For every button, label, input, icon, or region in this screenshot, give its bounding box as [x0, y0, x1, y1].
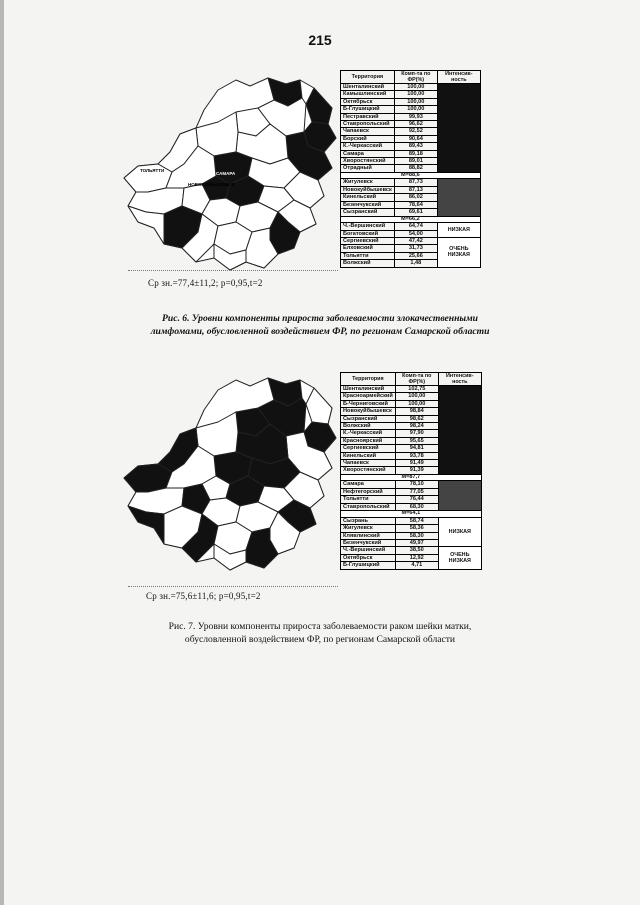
- col-territory: Территория: [341, 373, 396, 386]
- territory-value: 68,30: [395, 503, 438, 510]
- intensity-cell: [438, 386, 481, 475]
- territory-value: 89,43: [394, 143, 437, 150]
- territory-name: Шенталинский: [341, 84, 395, 91]
- territory-name: Волжский: [341, 423, 396, 430]
- territory-value: 76,44: [395, 496, 438, 503]
- territory-name: Кинельский: [341, 194, 395, 201]
- territory-name: Пестравский: [341, 113, 395, 120]
- territory-name: Нефтегорский: [341, 488, 396, 495]
- table-row: [341, 223, 481, 230]
- figure7-caption: Рис. 7. Уровни компоненты прироста заболеваемости раком шейки матки, обусловленной воздействием ФР, по регионам Самарской области: [168, 621, 472, 645]
- territory-name: Борский: [341, 135, 395, 142]
- col-value: Комп-та по ФР(%): [395, 373, 438, 386]
- territory-value: 77,05: [395, 488, 438, 495]
- intensity-cell: ОЧЕНЬ НИЗКАЯ: [437, 237, 480, 267]
- territory-value: 92,52: [394, 128, 437, 135]
- territory-name: Октябрьск: [341, 98, 395, 105]
- stat-line: [128, 586, 338, 587]
- territory-value: 91,39: [395, 467, 438, 474]
- territory-name: Безенчукский: [341, 201, 395, 208]
- territory-value: 88,82: [394, 165, 437, 172]
- col-territory: Территория: [341, 71, 395, 84]
- territory-value: 98,62: [395, 415, 438, 422]
- territory-value: 91,49: [395, 460, 438, 467]
- figure7-stat: Ср зн.=75,6±11,6; р=0,95,t=2: [146, 591, 261, 601]
- territory-name: Ч.-Вершинский: [341, 547, 396, 554]
- territory-name: Б-Черниговский: [341, 400, 396, 407]
- territory-name: Волжский: [341, 260, 395, 267]
- territory-value: 25,66: [394, 252, 437, 259]
- territory-name: К.-Черкасский: [341, 430, 396, 437]
- samara-region-map: [118, 372, 343, 577]
- table-row: [341, 517, 482, 524]
- col-value: Комп-та по ФР(%): [394, 71, 437, 84]
- territory-value: 78,10: [395, 481, 438, 488]
- territory-value: 100,00: [395, 393, 438, 400]
- territory-name: Б-Глушицкий: [341, 562, 396, 569]
- territory-name: Самара: [341, 481, 396, 488]
- territory-name: Красноярский: [341, 437, 396, 444]
- territory-name: Новокуйбышевск: [341, 408, 396, 415]
- group-mean-label: M=64,1: [341, 511, 482, 518]
- samara-region-map: [118, 72, 343, 277]
- territory-value: 58,74: [395, 517, 438, 524]
- territory-name: Отрадный: [341, 165, 395, 172]
- map-city-label: НОВОКУЙБЫШЕВСК: [188, 182, 235, 187]
- territory-name: Сызранский: [341, 415, 396, 422]
- figure7-map: [118, 372, 343, 577]
- territory-value: 95,65: [395, 437, 438, 444]
- territory-value: 100,00: [394, 91, 437, 98]
- territory-name: Безенчукский: [341, 539, 396, 546]
- col-intensity: Интенсив-ность: [438, 373, 481, 386]
- territory-value: 100,00: [394, 84, 437, 91]
- territory-name: Кинельский: [341, 452, 396, 459]
- territory-name: Октябрьск: [341, 554, 396, 561]
- table-row: [341, 179, 481, 186]
- table-row: [341, 84, 481, 91]
- territory-value: 96,62: [394, 121, 437, 128]
- territory-value: 64,74: [394, 223, 437, 230]
- group-mean-label: M=66,2: [341, 216, 481, 223]
- territory-value: 54,00: [394, 230, 437, 237]
- territory-value: 100,00: [395, 400, 438, 407]
- territory-name: Красноармейский: [341, 393, 396, 400]
- territory-name: Жигулевск: [341, 179, 395, 186]
- territory-value: 1,48: [394, 260, 437, 267]
- territory-name: Ставропольский: [341, 503, 396, 510]
- intensity-cell: НИЗКАЯ: [438, 517, 481, 547]
- group-separator-row: [341, 474, 482, 481]
- territory-name: Камышлинский: [341, 91, 395, 98]
- figure6-stat: Ср зн.=77,4±11,2; р=0,95,t=2: [148, 278, 263, 288]
- intensity-cell: [437, 84, 480, 173]
- figure6-map: [118, 72, 343, 277]
- territory-value: 69,61: [394, 209, 437, 216]
- group-separator-row: [341, 172, 481, 179]
- territory-name: Богатовский: [341, 230, 395, 237]
- intensity-cell: ОЧЕНЬ НИЗКАЯ: [438, 547, 481, 569]
- territory-value: 87,13: [394, 186, 437, 193]
- map-city-label: ТОЛЬЯТТИ: [140, 168, 165, 173]
- table-row: [341, 386, 482, 393]
- territory-value: 93,78: [395, 452, 438, 459]
- territory-value: 47,42: [394, 237, 437, 244]
- col-intensity: Интенсив-ность: [437, 71, 480, 84]
- territory-value: 100,00: [394, 106, 437, 113]
- territory-value: 98,84: [395, 408, 438, 415]
- page-number: 215: [308, 32, 332, 48]
- table-row: [341, 547, 482, 554]
- territory-name: Сергиевский: [341, 237, 395, 244]
- figure6-caption: Рис. 6. Уровни компоненты прироста заболеваемости злокачественными лимфомами, обусловленной воздействием ФР, по регионам Самарской области: [150, 313, 490, 337]
- territory-value: 87,73: [394, 179, 437, 186]
- territory-name: Б-Глушицкий: [341, 106, 395, 113]
- group-separator-row: [341, 511, 482, 518]
- stat-line: [128, 270, 338, 271]
- territory-value: 89,01: [394, 158, 437, 165]
- territory-value: 102,75: [395, 386, 438, 393]
- territory-value: 31,73: [394, 245, 437, 252]
- territory-name: Ставропольский: [341, 121, 395, 128]
- territory-value: 38,50: [395, 547, 438, 554]
- territory-name: Сызранский: [341, 209, 395, 216]
- territory-name: Жигулевск: [341, 525, 396, 532]
- territory-name: Ч.-Вершинский: [341, 223, 395, 230]
- territory-value: 58,30: [395, 532, 438, 539]
- territory-name: Чапаевск: [341, 128, 395, 135]
- table-row: [341, 481, 482, 488]
- territory-name: Клявлинский: [341, 532, 396, 539]
- territory-name: Хворостянский: [341, 158, 395, 165]
- territory-name: Елховский: [341, 245, 395, 252]
- group-mean-label: M=88,6: [341, 172, 481, 179]
- territory-value: 78,64: [394, 201, 437, 208]
- scan-edge: [0, 0, 4, 905]
- territory-value: 100,00: [394, 98, 437, 105]
- territory-name: Самара: [341, 150, 395, 157]
- group-mean-label: M=87,7: [341, 474, 482, 481]
- territory-value: 4,71: [395, 562, 438, 569]
- territory-name: К.-Черкасский: [341, 143, 395, 150]
- territory-value: 49,97: [395, 539, 438, 546]
- territory-value: 90,64: [394, 135, 437, 142]
- territory-name: Чапаевск: [341, 460, 396, 467]
- territory-name: Шенталинский: [341, 386, 396, 393]
- territory-value: 97,90: [395, 430, 438, 437]
- group-separator-row: [341, 216, 481, 223]
- intensity-cell: НИЗКАЯ: [437, 223, 480, 238]
- territory-name: Новокуйбышевск: [341, 186, 395, 193]
- territory-value: 98,24: [395, 423, 438, 430]
- territory-value: 89,18: [394, 150, 437, 157]
- table-row: [341, 237, 481, 244]
- figure6-table: [340, 70, 481, 268]
- figure7-table: [340, 372, 482, 570]
- intensity-cell: [437, 179, 480, 216]
- territory-value: 94,81: [395, 445, 438, 452]
- territory-name: Сергиевский: [341, 445, 396, 452]
- territory-name: Тольятти: [341, 496, 396, 503]
- map-city-label: САМАРА: [216, 171, 236, 176]
- intensity-cell: [438, 481, 481, 511]
- territory-value: 12,92: [395, 554, 438, 561]
- territory-name: Тольятти: [341, 252, 395, 259]
- territory-name: Хворостянский: [341, 467, 396, 474]
- territory-value: 58,36: [395, 525, 438, 532]
- territory-value: 99,93: [394, 113, 437, 120]
- territory-value: 86,02: [394, 194, 437, 201]
- territory-name: Сызрань: [341, 517, 396, 524]
